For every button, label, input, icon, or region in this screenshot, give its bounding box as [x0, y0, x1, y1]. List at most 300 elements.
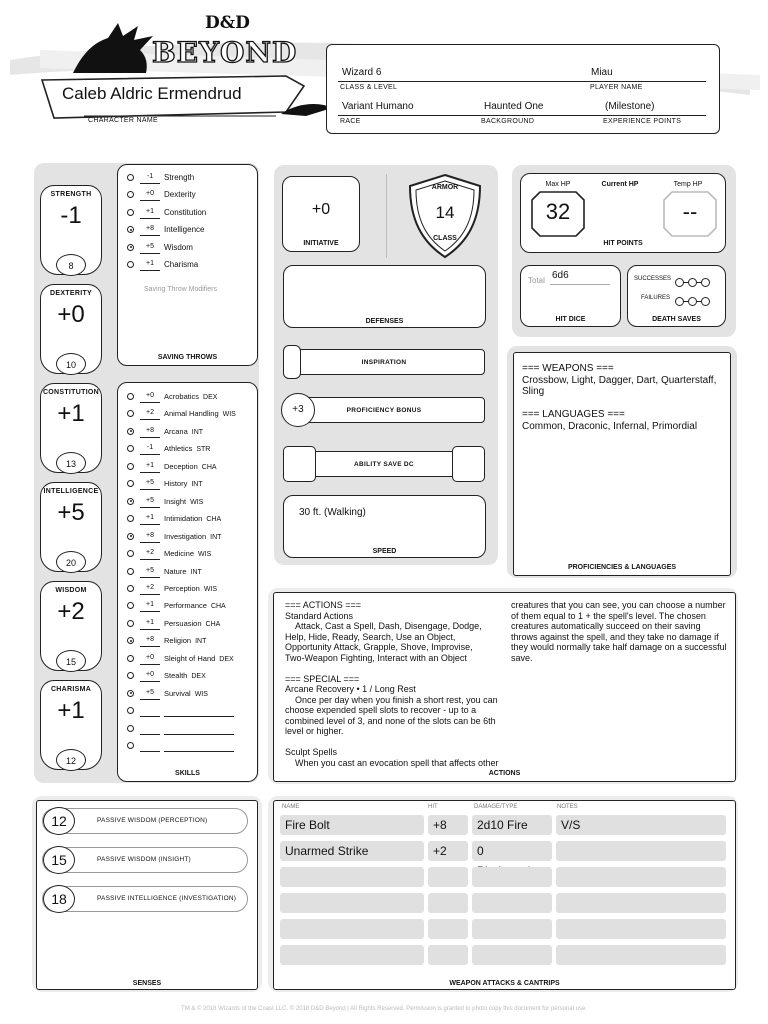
combat-divider	[386, 174, 387, 258]
skill-name-group	[164, 497, 203, 506]
armor-label-top: ARMOR	[431, 184, 459, 191]
skill-ability: CHA	[210, 603, 226, 611]
header	[0, 0, 768, 150]
proficiency-dot-icon[interactable]	[127, 428, 134, 435]
race-line	[338, 115, 706, 116]
ability-box-wisdom	[40, 581, 102, 671]
attack-row[interactable]	[280, 919, 728, 939]
skill-name: Persuasion	[164, 618, 202, 628]
skill-ability: WIS	[190, 498, 204, 506]
skill-name: Performance	[164, 601, 207, 611]
skill-ability: STR	[196, 446, 211, 454]
hit-dice-total-label: Total	[528, 276, 545, 285]
inspiration-slot[interactable]	[283, 345, 301, 379]
logo-dnd: D&D	[205, 13, 250, 33]
skill-row[interactable]	[127, 653, 255, 665]
current-hp-label: Current HP	[601, 181, 639, 188]
ability-modifier: +1	[57, 400, 85, 427]
skill-name-group	[164, 409, 236, 418]
save-dc-left-cap	[283, 446, 316, 482]
skill-name: Deception	[164, 461, 198, 471]
inspiration-label: INSPIRATION	[361, 359, 407, 366]
skill-underline	[140, 559, 160, 560]
attack-name-cell[interactable]	[280, 867, 424, 887]
skill-underline	[140, 437, 160, 438]
skill-underline	[140, 507, 160, 508]
saving-throw-name: Dexterity	[164, 190, 196, 200]
armor-class-value[interactable]: 14	[435, 203, 455, 222]
skill-ability: INT	[191, 481, 203, 489]
proficiency-dot-icon[interactable]	[127, 637, 134, 644]
skill-underline	[140, 699, 160, 700]
successes-checks[interactable]	[675, 274, 710, 292]
success-check-2-icon[interactable]	[688, 278, 697, 287]
initiative-value[interactable]: +0	[311, 201, 331, 218]
skill-ability: CHA	[205, 620, 221, 628]
ability-box-charisma	[40, 680, 102, 770]
proficiency-dot-icon[interactable]	[127, 742, 134, 749]
skill-ability: CHA	[201, 463, 217, 471]
ability-box-intelligence	[40, 482, 102, 572]
skill-ability: WIS	[222, 411, 236, 419]
skill-name-group	[164, 392, 217, 401]
skill-name: Acrobatics	[164, 392, 200, 401]
skill-name: Arcana	[164, 426, 188, 436]
skill-ability: WIS	[198, 551, 212, 559]
failures-checks[interactable]	[675, 293, 710, 311]
failure-check-2-icon[interactable]	[688, 297, 697, 306]
saving-throw-row[interactable]	[127, 189, 252, 201]
ability-score[interactable]: 10	[56, 353, 86, 375]
skill-value: +1	[146, 618, 154, 626]
saving-throw-name: Constitution	[164, 207, 207, 217]
attack-row[interactable]	[280, 815, 728, 835]
skill-row[interactable]	[127, 391, 255, 403]
ability-box-dexterity	[40, 284, 102, 374]
saving-throw-modifiers-label: Saving Throw Modifiers	[144, 286, 218, 293]
character-name-label: CHARACTER NAME	[88, 117, 158, 124]
attack-notes-cell[interactable]	[556, 841, 726, 861]
custom-skill-row[interactable]	[127, 705, 255, 717]
attack-damage-cell[interactable]: 0	[472, 841, 552, 861]
saving-throw-underline	[140, 235, 160, 236]
attacks-header-name: NAME	[282, 804, 300, 810]
proficiency-dot-icon[interactable]	[127, 445, 134, 452]
passive-sense-label: PASSIVE WISDOM (INSIGHT)	[97, 856, 191, 863]
skill-underline	[140, 577, 160, 578]
skill-value: +0	[146, 392, 154, 399]
attacks-title: WEAPON ATTACKS & CANTRIPS	[449, 980, 560, 987]
speed-label: SPEED	[372, 548, 397, 555]
proficiency-dot-icon[interactable]	[127, 533, 134, 540]
skill-ability: INT	[191, 428, 204, 436]
proficiency-value[interactable]: +3	[281, 393, 315, 427]
proficiency-dot-icon[interactable]	[127, 620, 134, 627]
class-level-label: CLASS & LEVEL	[340, 84, 398, 91]
attack-hit-cell[interactable]	[428, 945, 468, 965]
footer-copyright: TM & © 2018 Wizards of the Coast LLC. © 2018 D&D Beyond | All Rights Reserved. Permission is granted to photo copy this document for personal use.	[181, 1006, 587, 1012]
skill-underline	[140, 594, 160, 595]
attack-name-cell[interactable]	[280, 945, 424, 965]
experience-label: EXPERIENCE POINTS	[603, 118, 682, 125]
attack-notes-cell[interactable]: V/S	[556, 815, 726, 835]
skill-row[interactable]	[127, 461, 255, 473]
ability-modifier: +1	[57, 697, 85, 724]
attack-hit-cell[interactable]	[428, 919, 468, 939]
ability-name: CONSTITUTION	[42, 389, 100, 396]
passive-sense-value: 12	[43, 807, 75, 835]
character-name[interactable]: Caleb Aldric Ermendrud	[62, 84, 242, 103]
skill-name-group	[164, 479, 203, 488]
ability-modifier: +5	[57, 499, 85, 526]
proficiency-dot-icon[interactable]	[127, 244, 134, 251]
skill-ability: DEX	[203, 394, 218, 401]
attack-row[interactable]	[280, 893, 728, 913]
proficiency-dot-icon[interactable]	[127, 568, 134, 575]
skill-ability: DEX	[191, 673, 206, 681]
skill-value: +2	[146, 549, 154, 557]
proficiency-dot-icon[interactable]	[127, 174, 134, 181]
skill-name: History	[164, 479, 188, 489]
saving-throw-row[interactable]	[127, 259, 252, 271]
skill-row[interactable]	[127, 566, 255, 578]
saving-throw-value: +0	[146, 190, 154, 198]
attack-hit-cell[interactable]: +8	[428, 815, 468, 835]
skill-name-group	[164, 549, 211, 558]
attack-damage-cell[interactable]	[472, 945, 552, 965]
passive-sense-label: PASSIVE WISDOM (PERCEPTION)	[97, 817, 208, 824]
saving-throw-row[interactable]	[127, 224, 252, 236]
skill-name: Investigation	[164, 531, 207, 541]
dragon-logo-icon	[68, 18, 158, 76]
skill-row[interactable]	[127, 443, 255, 455]
ability-score[interactable]: 13	[56, 452, 86, 474]
skill-ability: WIS	[194, 690, 208, 698]
custom-skill-name-line	[164, 751, 234, 752]
class-level-value[interactable]: Wizard 6	[342, 67, 382, 78]
skill-name-group	[164, 689, 208, 698]
proficiency-dot-icon[interactable]	[127, 655, 134, 662]
hit-dice-line	[550, 284, 610, 285]
experience-value[interactable]: (Milestone)	[605, 101, 655, 112]
attack-name-cell[interactable]	[280, 893, 424, 913]
skill-underline	[140, 681, 160, 682]
passive-sense-row	[42, 808, 248, 834]
proficiency-dot-icon[interactable]	[127, 393, 134, 400]
race-value[interactable]: Variant Humano	[342, 101, 414, 112]
skills-title: SKILLS	[175, 770, 200, 777]
custom-skill-value-line	[140, 734, 160, 735]
skill-underline	[140, 472, 160, 473]
death-saves-label: DEATH SAVES	[652, 316, 701, 323]
passive-sense-row	[42, 886, 248, 912]
skill-row[interactable]	[127, 635, 255, 647]
proficiency-dot-icon[interactable]	[127, 672, 134, 679]
passive-sense-label: PASSIVE INTELLIGENCE (INVESTIGATION)	[97, 895, 237, 902]
proficiencies-title: PROFICIENCIES & LANGUAGES	[567, 564, 677, 571]
skill-name: Nature	[164, 566, 187, 576]
skill-underline	[140, 524, 160, 525]
attack-notes-cell[interactable]	[556, 867, 726, 887]
custom-skill-name-line	[164, 716, 234, 717]
ability-name: INTELLIGENCE	[43, 488, 99, 495]
speed-value[interactable]: 30 ft. (Walking)	[299, 507, 366, 518]
skill-underline	[140, 611, 160, 612]
save-dc-label: ABILITY SAVE DC	[354, 461, 414, 468]
ability-box-strength	[40, 185, 102, 275]
attacks-header-hit: HIT	[428, 804, 438, 810]
skill-ability: INT	[190, 568, 202, 576]
ability-score[interactable]: 15	[56, 650, 86, 672]
saving-throws-title: SAVING THROWS	[157, 354, 218, 361]
passive-sense-row	[42, 847, 248, 873]
logo-beyond: BEYOND	[152, 36, 298, 69]
background-value[interactable]: Haunted One	[484, 101, 544, 112]
background-label: BACKGROUND	[481, 118, 535, 125]
temp-hp-value[interactable]: --	[682, 199, 698, 224]
attack-damage-cell[interactable]: 2d10 Fire	[472, 815, 552, 835]
proficiency-label: PROFICIENCY BONUS	[346, 407, 422, 414]
skill-value: +2	[146, 583, 154, 591]
skill-value: +5	[146, 479, 154, 487]
proficiency-dot-icon[interactable]	[127, 498, 134, 505]
inspiration-box[interactable]	[283, 349, 485, 375]
max-hp-label: Max HP	[545, 181, 571, 188]
proficiencies-text: === WEAPONS === Crossbow, Light, Dagger, Dart, Quarterstaff, Sling === LANGUAGES === Common, Draconic, Infernal, Primordial	[522, 363, 717, 432]
skill-underline	[140, 646, 160, 647]
skill-underline	[140, 402, 160, 403]
temp-hp-label: Temp HP	[673, 181, 703, 188]
ability-modifier: -1	[60, 202, 82, 229]
skill-underline	[140, 454, 160, 455]
ability-modifier: +2	[57, 598, 85, 625]
attack-damage-cell[interactable]	[472, 919, 552, 939]
attack-name-cell[interactable]	[280, 919, 424, 939]
attack-notes-cell[interactable]	[556, 919, 726, 939]
skill-value: +8	[146, 636, 154, 644]
skill-row[interactable]	[127, 548, 255, 560]
skill-name-group	[164, 444, 210, 453]
proficiency-dot-icon[interactable]	[127, 463, 134, 470]
skill-name: Insight	[164, 496, 187, 506]
attack-name-cell[interactable]: Unarmed Strike	[280, 841, 424, 861]
skill-row[interactable]	[127, 478, 255, 490]
skill-row[interactable]	[127, 688, 255, 700]
skill-value: -1	[146, 444, 154, 452]
saving-throw-row[interactable]	[127, 172, 252, 184]
proficiency-dot-icon[interactable]	[127, 515, 134, 522]
attack-notes-cell[interactable]	[556, 893, 726, 913]
proficiency-dot-icon[interactable]	[127, 410, 134, 417]
skill-value: +0	[146, 671, 154, 679]
skill-name: Athletics	[164, 444, 193, 454]
skill-underline	[140, 542, 160, 543]
successes-label: SUCCESSES	[634, 276, 672, 282]
skill-value: +2	[146, 409, 154, 417]
saving-throw-row[interactable]	[127, 207, 252, 219]
skill-row[interactable]	[127, 600, 255, 612]
ability-name: STRENGTH	[50, 191, 92, 198]
custom-skill-name-line	[164, 734, 234, 735]
skill-name: Stealth	[164, 671, 188, 681]
skill-name-group	[164, 462, 217, 471]
passive-sense-value: 15	[43, 846, 75, 874]
skill-value: +5	[146, 688, 154, 696]
skill-ability: INT	[195, 638, 207, 646]
skill-name-group	[164, 636, 206, 645]
actions-title: ACTIONS	[488, 770, 521, 777]
proficiency-dot-icon[interactable]	[127, 480, 134, 487]
skill-value: +1	[146, 514, 154, 522]
proficiency-dot-icon[interactable]	[127, 725, 134, 732]
skill-ability: CHA	[206, 516, 222, 524]
skill-value: +0	[146, 653, 154, 661]
skill-name-group	[164, 654, 234, 663]
skill-ability: INT	[210, 533, 222, 541]
ability-box-constitution	[40, 383, 102, 473]
proficiency-dot-icon[interactable]	[127, 707, 134, 714]
skill-ability: WIS	[203, 585, 218, 593]
skill-value: +1	[146, 461, 154, 469]
hit-dice-value[interactable]: 6d6	[552, 270, 569, 281]
attack-name-cell[interactable]: Fire Bolt	[280, 815, 424, 835]
senses-title: SENSES	[132, 980, 162, 987]
proficiency-dot-icon[interactable]	[127, 209, 134, 216]
saving-throw-underline	[140, 200, 160, 201]
attack-hit-cell[interactable]: +2	[428, 841, 468, 861]
ability-name: CHARISMA	[50, 686, 92, 693]
skill-name: Survival	[164, 688, 191, 698]
ability-name: WISDOM	[55, 587, 87, 594]
saving-throw-underline	[140, 183, 160, 184]
saving-throw-underline	[140, 253, 160, 254]
skill-underline	[140, 664, 160, 665]
defenses-label: DEFENSES	[365, 318, 404, 325]
skill-name-group	[164, 584, 217, 593]
attacks-header-notes: NOTES	[557, 804, 578, 810]
proficiency-dot-icon[interactable]	[127, 191, 134, 198]
failure-check-3-icon[interactable]	[701, 297, 710, 306]
proficiency-dot-icon[interactable]	[127, 690, 134, 697]
attack-hit-cell[interactable]	[428, 867, 468, 887]
attack-damage-cell[interactable]	[472, 893, 552, 913]
proficiency-dot-icon[interactable]	[127, 261, 134, 268]
ability-name: DEXTERITY	[50, 290, 92, 297]
skill-value: +5	[146, 566, 154, 574]
saving-throw-name: Intelligence	[164, 225, 205, 235]
proficiency-dot-icon[interactable]	[127, 585, 134, 592]
skill-underline	[140, 629, 160, 630]
custom-skill-row[interactable]	[127, 740, 255, 752]
attack-row[interactable]	[280, 867, 728, 887]
passive-sense-value: 18	[43, 885, 75, 913]
hit-points-title: HIT POINTS	[603, 240, 643, 247]
ability-score[interactable]: 20	[56, 551, 86, 573]
saving-throw-row[interactable]	[127, 242, 252, 254]
proficiency-dot-icon[interactable]	[127, 550, 134, 557]
current-hp-input[interactable]	[596, 192, 656, 236]
skill-row[interactable]	[127, 583, 255, 595]
saving-throw-underline	[140, 218, 160, 219]
skill-name-group	[164, 427, 203, 436]
skill-value: +8	[146, 531, 154, 539]
custom-skill-value-line	[140, 716, 160, 717]
skill-row[interactable]	[127, 531, 255, 543]
skill-row[interactable]	[127, 513, 255, 525]
skill-name-group	[164, 671, 206, 680]
skill-row[interactable]	[127, 426, 255, 438]
actions-text-col2: creatures that you can see, you can choose a number of them equal to 1 + the spell's level. The chosen creatures automatically succeed on their saving throws against the spell, and they take no damage if they would normally take half damage on a successful save.	[511, 600, 727, 663]
player-name-value[interactable]: Miau	[591, 67, 613, 78]
skill-row[interactable]	[127, 670, 255, 682]
attack-row[interactable]	[280, 945, 728, 965]
armor-label-bottom: CLASS	[433, 235, 457, 242]
race-label: RACE	[340, 118, 361, 125]
skill-name: Perception	[164, 583, 200, 593]
skill-row[interactable]	[127, 618, 255, 630]
player-name-label: PLAYER NAME	[590, 84, 643, 91]
skill-value: +8	[146, 426, 154, 434]
skill-value: +1	[146, 601, 154, 609]
skill-row[interactable]	[127, 496, 255, 508]
ability-score[interactable]: 12	[56, 749, 86, 771]
attack-notes-cell[interactable]	[556, 945, 726, 965]
skill-row[interactable]	[127, 408, 255, 420]
skill-name: Intimidation	[164, 514, 203, 524]
class-level-line	[338, 81, 706, 82]
failures-label: FAILURES	[641, 295, 671, 301]
custom-skill-value-line	[140, 751, 160, 752]
skill-ability: DEX	[219, 655, 234, 663]
saving-throw-value: +5	[146, 242, 154, 250]
skill-underline	[140, 489, 160, 490]
custom-skill-row[interactable]	[127, 723, 255, 735]
attack-hit-cell[interactable]	[428, 893, 468, 913]
actions-text-col1: === ACTIONS === Standard Actions Attack, Cast a Spell, Dash, Disengage, Dodge, Help, Hide, Ready, Search, Use an Object, Opportunity Attack, Grapple, Shove, Improvise, Two-Weapon Fighting, Interact with an Object === SPECIAL === Arcane Recovery • 1 / Long Rest Once per day when you finish a short rest, you can choose expended spell slots to recover - up to a combined level of 3, and none of the slots can be 6th level or higher. Sculpt Spells When you cast an evocation spell that affects other	[285, 600, 499, 768]
success-check-3-icon[interactable]	[701, 278, 710, 287]
max-hp-value: 32	[545, 199, 571, 224]
skill-name-group	[164, 567, 202, 576]
saving-throw-value: +1	[146, 207, 154, 215]
success-check-1-icon[interactable]	[675, 278, 684, 287]
skill-underline	[140, 419, 160, 420]
skill-name-group	[164, 532, 221, 541]
ability-modifier: +0	[57, 301, 85, 328]
attack-damage-cell[interactable]	[472, 867, 552, 887]
proficiency-dot-icon[interactable]	[127, 602, 134, 609]
skill-value: +5	[146, 496, 154, 504]
saving-throw-name: Charisma	[164, 260, 199, 269]
attack-row[interactable]	[280, 841, 728, 861]
saving-throw-underline	[140, 270, 160, 271]
skill-name-group	[164, 514, 221, 523]
skill-name: Sleight of Hand	[164, 653, 216, 663]
attacks-header-damage: DAMAGE/TYPE	[474, 804, 518, 810]
failure-check-1-icon[interactable]	[675, 297, 684, 306]
saving-throw-name: Strength	[164, 173, 195, 182]
saving-throw-value: +1	[146, 260, 154, 267]
skill-name: Religion	[164, 636, 192, 646]
ability-score[interactable]: 8	[56, 254, 86, 276]
hit-dice-label: HIT DICE	[555, 316, 586, 323]
skill-name-group	[164, 601, 226, 610]
saving-throw-value: +8	[146, 225, 154, 233]
skill-name-group	[164, 619, 220, 628]
save-dc-right-cap	[452, 446, 485, 482]
initiative-label: INITIATIVE	[303, 240, 339, 247]
saving-throw-value: -1	[146, 173, 154, 180]
proficiency-dot-icon[interactable]	[127, 226, 134, 233]
